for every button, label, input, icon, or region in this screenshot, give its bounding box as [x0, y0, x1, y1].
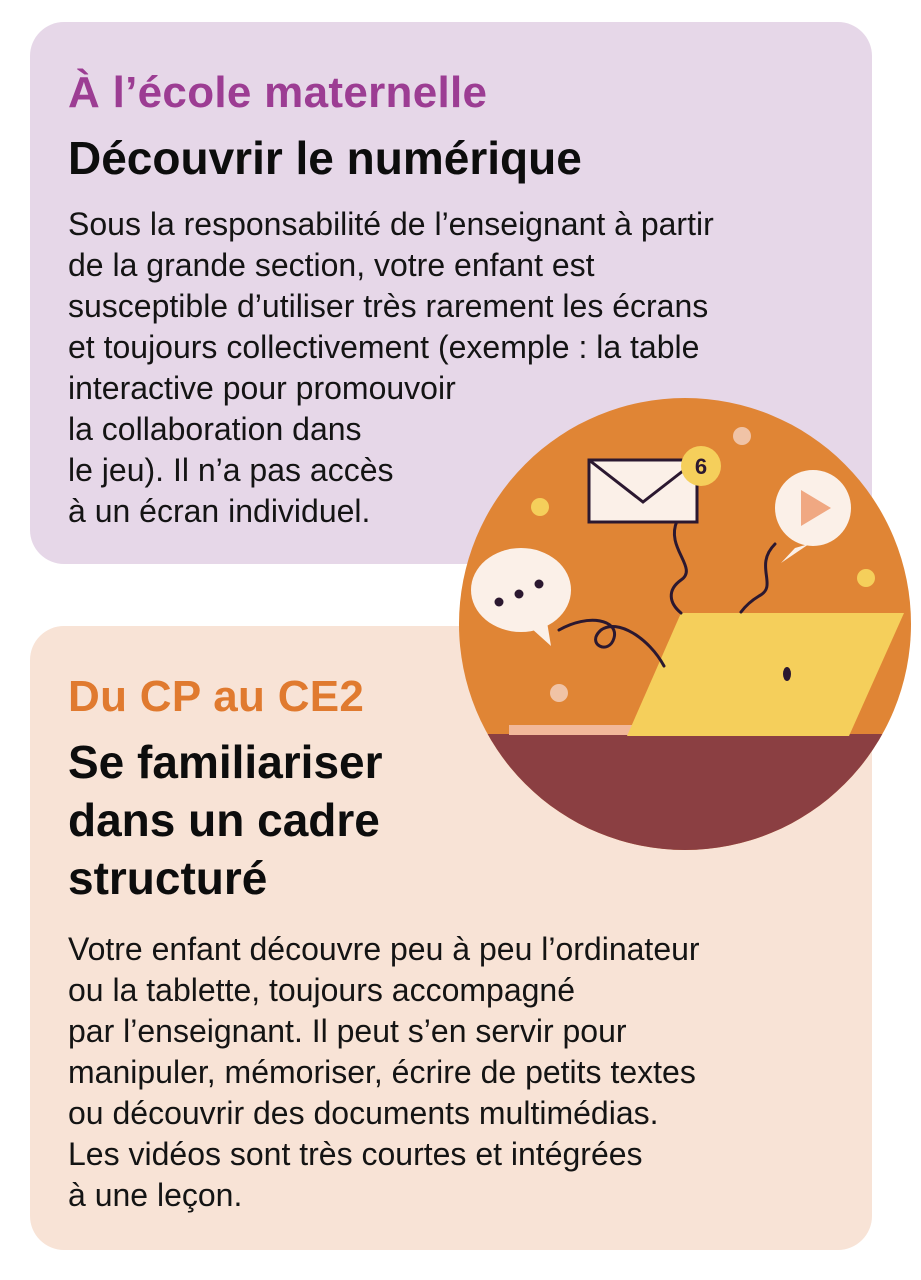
decor-dot	[550, 684, 568, 702]
maternelle-body-line: le jeu). Il n’a pas accès	[68, 452, 394, 488]
cp-ce2-body-line: Votre enfant découvre peu à peu l’ordinateur	[68, 931, 700, 967]
cp-ce2-body-line: Les vidéos sont très courtes et intégrées	[68, 1136, 643, 1172]
laptop-camera-dot	[783, 667, 791, 681]
maternelle-body-line: Sous la responsabilité de l’enseignant à partir	[68, 206, 714, 242]
decor-dot	[531, 498, 549, 516]
maternelle-body-line: interactive pour promouvoir	[68, 370, 456, 406]
maternelle-body-line: la collaboration dans	[68, 411, 362, 447]
maternelle-heading: Découvrir le numérique	[68, 132, 582, 184]
svg-text:6: 6	[694, 454, 708, 479]
cp-ce2-body-line: à une leçon.	[68, 1177, 243, 1213]
cp-ce2-heading-line: Se familiariser	[68, 736, 383, 788]
maternelle-body-line: et toujours collectivement (exemple : la table	[68, 329, 700, 365]
cp-ce2-body-line: ou la tablette, toujours accompagné	[68, 972, 575, 1008]
envelope-icon	[589, 460, 697, 522]
cp-ce2-body-line: manipuler, mémoriser, écrire de petits textes	[68, 1054, 696, 1090]
cp-ce2-heading	[68, 733, 383, 907]
cp-ce2-heading-line: dans un cadre	[68, 794, 380, 846]
maternelle-kicker: À l’école maternelle	[68, 68, 488, 117]
cp-ce2-body-line: ou découvrir des documents multimédias.	[68, 1095, 659, 1131]
decor-dot	[733, 427, 751, 445]
chat-dot	[515, 590, 524, 599]
notification-badge	[681, 446, 721, 486]
chat-dot	[495, 598, 504, 607]
cp-ce2-body-line: par l’enseignant. Il peut s’en servir pour	[68, 1013, 627, 1049]
maternelle-body-line: susceptible d’utiliser très rarement les écrans	[68, 288, 709, 324]
digital-devices-illustration	[459, 398, 911, 850]
chat-dot	[535, 580, 544, 589]
maternelle-body-line: de la grande section, votre enfant est	[68, 247, 595, 283]
cp-ce2-kicker: Du CP au CE2	[68, 672, 365, 721]
table-surface	[459, 734, 911, 850]
decor-dot	[857, 569, 875, 587]
cp-ce2-body	[68, 929, 700, 1216]
maternelle-body-line: à un écran individuel.	[68, 493, 371, 529]
cp-ce2-heading-line: structuré	[68, 852, 268, 904]
